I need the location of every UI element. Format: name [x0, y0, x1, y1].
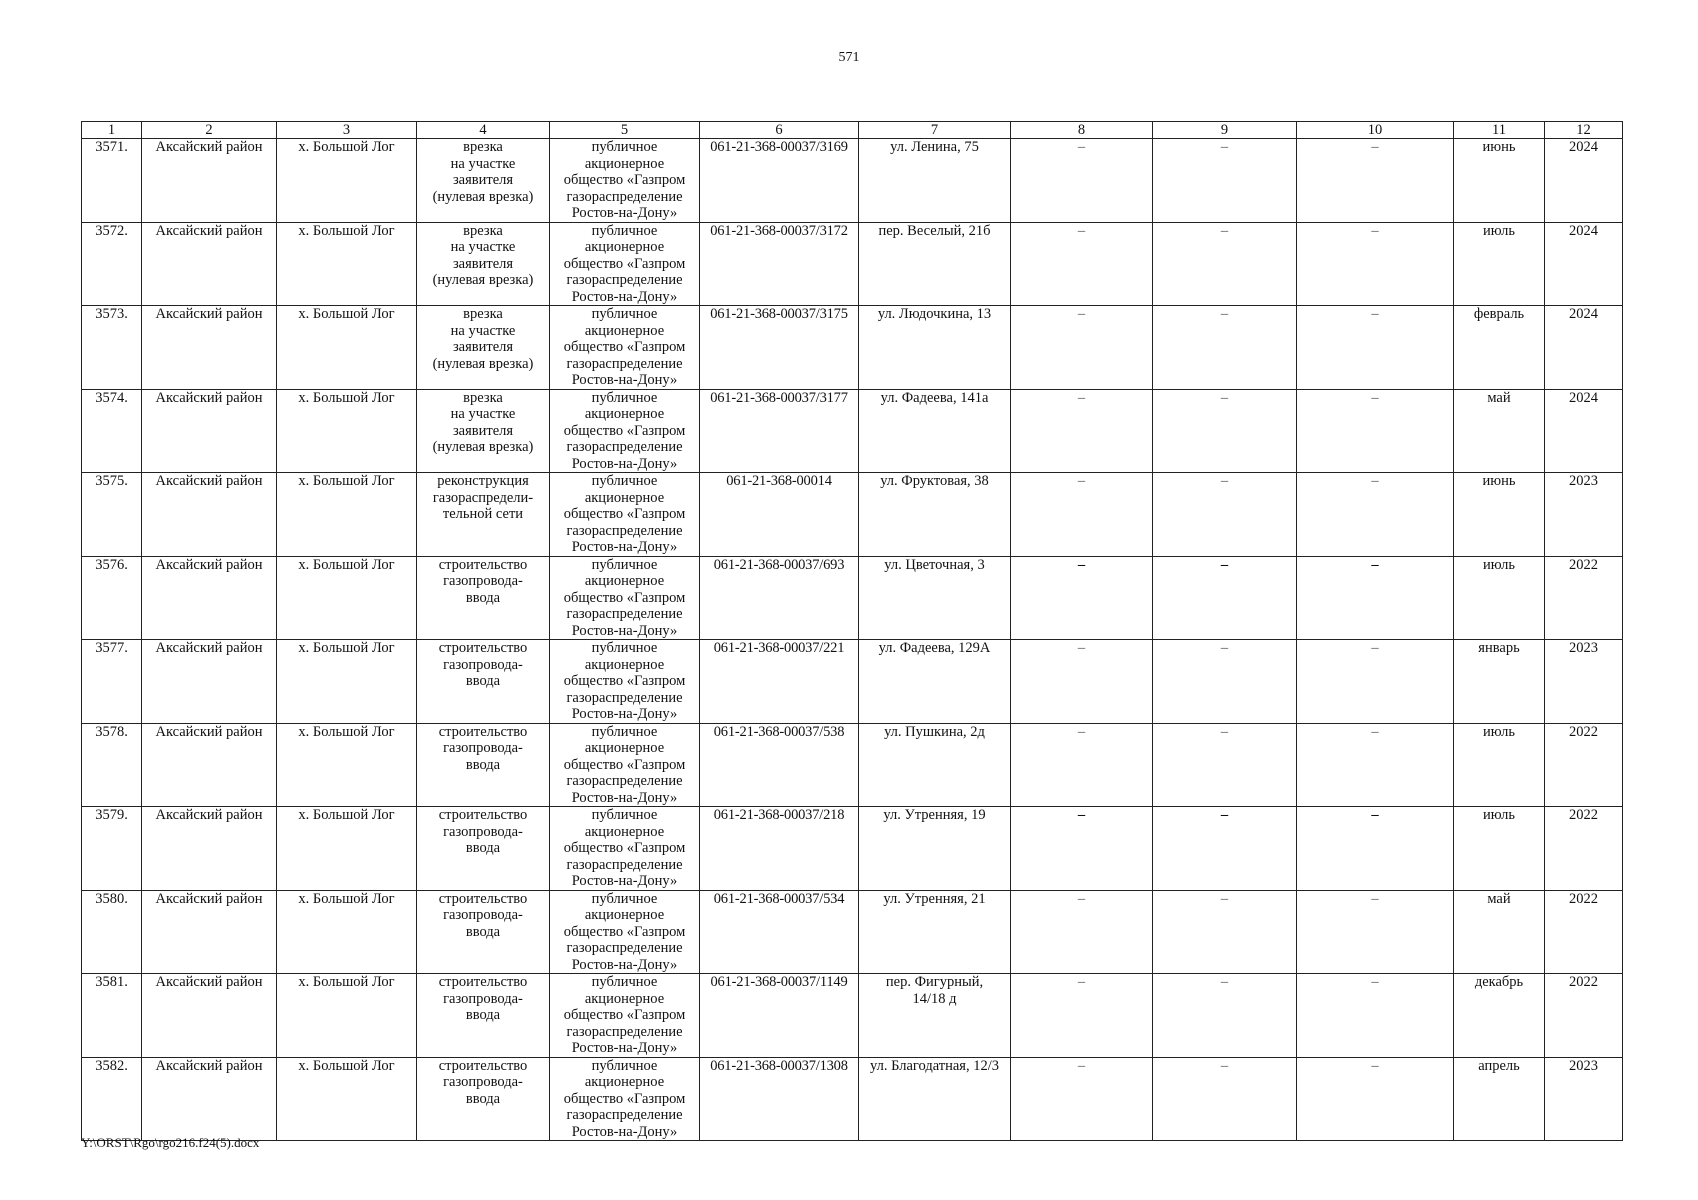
locality-cell: х. Большой Лог	[277, 556, 417, 640]
object-code-cell: 061-21-368-00037/1308	[700, 1057, 859, 1141]
locality-cell: х. Большой Лог	[277, 723, 417, 807]
column-8-cell: –	[1011, 890, 1153, 974]
month-cell: декабрь	[1454, 974, 1545, 1058]
locality-cell: х. Большой Лог	[277, 389, 417, 473]
address-cell: ул. Людочкина, 13	[859, 306, 1011, 390]
district-cell: Аксайский район	[142, 807, 277, 891]
column-9-cell: –	[1153, 1057, 1297, 1141]
row-number: 3577.	[82, 640, 142, 724]
district-cell: Аксайский район	[142, 723, 277, 807]
organization-cell: публичное акционерное общество «Газпром газораспределение Ростов-на-Дону»	[550, 807, 700, 891]
column-10-cell: –	[1297, 556, 1454, 640]
column-9-cell: –	[1153, 139, 1297, 223]
column-9-cell: –	[1153, 807, 1297, 891]
column-9-cell: –	[1153, 556, 1297, 640]
address-cell: ул. Цветочная, 3	[859, 556, 1011, 640]
column-header-11: 11	[1454, 122, 1545, 139]
year-cell: 2024	[1545, 306, 1623, 390]
column-8-cell: –	[1011, 807, 1153, 891]
table-row	[82, 723, 1623, 807]
row-number: 3575.	[82, 473, 142, 557]
column-header-9: 9	[1153, 122, 1297, 139]
organization-cell: публичное акционерное общество «Газпром газораспределение Ростов-на-Дону»	[550, 139, 700, 223]
row-number: 3574.	[82, 389, 142, 473]
work-type-cell: строительство газопровода- ввода	[417, 974, 550, 1058]
object-code-cell: 061-21-368-00037/3177	[700, 389, 859, 473]
organization-cell: публичное акционерное общество «Газпром газораспределение Ростов-на-Дону»	[550, 974, 700, 1058]
district-cell: Аксайский район	[142, 974, 277, 1058]
row-number: 3573.	[82, 306, 142, 390]
district-cell: Аксайский район	[142, 890, 277, 974]
column-10-cell: –	[1297, 222, 1454, 306]
address-cell: ул. Пушкина, 2д	[859, 723, 1011, 807]
table-row	[82, 890, 1623, 974]
locality-cell: х. Большой Лог	[277, 1057, 417, 1141]
column-10-cell: –	[1297, 473, 1454, 557]
column-9-cell: –	[1153, 640, 1297, 724]
column-8-cell: –	[1011, 139, 1153, 223]
table-row	[82, 306, 1623, 390]
work-type-cell: врезка на участке заявителя (нулевая врезка)	[417, 222, 550, 306]
registry-table	[81, 121, 1623, 1141]
address-cell: пер. Фигурный, 14/18 д	[859, 974, 1011, 1058]
year-cell: 2024	[1545, 389, 1623, 473]
object-code-cell: 061-21-368-00037/1149	[700, 974, 859, 1058]
table-row	[82, 807, 1623, 891]
work-type-cell: строительство газопровода- ввода	[417, 807, 550, 891]
column-8-cell: –	[1011, 556, 1153, 640]
district-cell: Аксайский район	[142, 556, 277, 640]
locality-cell: х. Большой Лог	[277, 974, 417, 1058]
organization-cell: публичное акционерное общество «Газпром газораспределение Ростов-на-Дону»	[550, 723, 700, 807]
column-header-8: 8	[1011, 122, 1153, 139]
column-header-2: 2	[142, 122, 277, 139]
address-cell: ул. Утренняя, 21	[859, 890, 1011, 974]
table-row	[82, 640, 1623, 724]
table-row	[82, 389, 1623, 473]
address-cell: ул. Фруктовая, 38	[859, 473, 1011, 557]
locality-cell: х. Большой Лог	[277, 222, 417, 306]
column-8-cell: –	[1011, 974, 1153, 1058]
work-type-cell: строительство газопровода- ввода	[417, 640, 550, 724]
district-cell: Аксайский район	[142, 139, 277, 223]
column-10-cell: –	[1297, 890, 1454, 974]
object-code-cell: 061-21-368-00037/693	[700, 556, 859, 640]
address-cell: ул. Утренняя, 19	[859, 807, 1011, 891]
district-cell: Аксайский район	[142, 222, 277, 306]
month-cell: июль	[1454, 807, 1545, 891]
column-header-6: 6	[700, 122, 859, 139]
column-header-3: 3	[277, 122, 417, 139]
month-cell: май	[1454, 890, 1545, 974]
column-9-cell: –	[1153, 974, 1297, 1058]
month-cell: июль	[1454, 723, 1545, 807]
locality-cell: х. Большой Лог	[277, 473, 417, 557]
month-cell: май	[1454, 389, 1545, 473]
row-number: 3571.	[82, 139, 142, 223]
object-code-cell: 061-21-368-00037/3175	[700, 306, 859, 390]
work-type-cell: строительство газопровода- ввода	[417, 723, 550, 807]
locality-cell: х. Большой Лог	[277, 640, 417, 724]
object-code-cell: 061-21-368-00037/218	[700, 807, 859, 891]
table-row	[82, 473, 1623, 557]
district-cell: Аксайский район	[142, 306, 277, 390]
district-cell: Аксайский район	[142, 640, 277, 724]
year-cell: 2024	[1545, 139, 1623, 223]
column-10-cell: –	[1297, 807, 1454, 891]
row-number: 3582.	[82, 1057, 142, 1141]
district-cell: Аксайский район	[142, 389, 277, 473]
object-code-cell: 061-21-368-00037/3172	[700, 222, 859, 306]
address-cell: ул. Благодатная, 12/3	[859, 1057, 1011, 1141]
column-9-cell: –	[1153, 222, 1297, 306]
column-8-cell: –	[1011, 640, 1153, 724]
footer-file-path: Y:\ORST\Rgo\rgo216.f24(5).docx	[81, 1135, 260, 1150]
column-8-cell: –	[1011, 222, 1153, 306]
locality-cell: х. Большой Лог	[277, 807, 417, 891]
table-row	[82, 222, 1623, 306]
column-9-cell: –	[1153, 473, 1297, 557]
table-row	[82, 974, 1623, 1058]
organization-cell: публичное акционерное общество «Газпром газораспределение Ростов-на-Дону»	[550, 556, 700, 640]
year-cell: 2023	[1545, 473, 1623, 557]
work-type-cell: строительство газопровода- ввода	[417, 556, 550, 640]
column-10-cell: –	[1297, 139, 1454, 223]
column-10-cell: –	[1297, 389, 1454, 473]
year-cell: 2023	[1545, 640, 1623, 724]
district-cell: Аксайский район	[142, 473, 277, 557]
district-cell: Аксайский район	[142, 1057, 277, 1141]
row-number: 3578.	[82, 723, 142, 807]
object-code-cell: 061-21-368-00014	[700, 473, 859, 557]
column-8-cell: –	[1011, 306, 1153, 390]
table-row	[82, 139, 1623, 223]
year-cell: 2023	[1545, 1057, 1623, 1141]
month-cell: апрель	[1454, 1057, 1545, 1141]
column-9-cell: –	[1153, 723, 1297, 807]
month-cell: январь	[1454, 640, 1545, 724]
work-type-cell: строительство газопровода- ввода	[417, 1057, 550, 1141]
column-header-1: 1	[82, 122, 142, 139]
locality-cell: х. Большой Лог	[277, 890, 417, 974]
column-9-cell: –	[1153, 389, 1297, 473]
organization-cell: публичное акционерное общество «Газпром газораспределение Ростов-на-Дону»	[550, 890, 700, 974]
table-row	[82, 556, 1623, 640]
month-cell: февраль	[1454, 306, 1545, 390]
work-type-cell: реконструкция газораспредели- тельной сети	[417, 473, 550, 557]
column-8-cell: –	[1011, 389, 1153, 473]
organization-cell: публичное акционерное общество «Газпром газораспределение Ростов-на-Дону»	[550, 640, 700, 724]
page-number: 571	[838, 50, 860, 65]
year-cell: 2022	[1545, 807, 1623, 891]
column-9-cell: –	[1153, 890, 1297, 974]
work-type-cell: врезка на участке заявителя (нулевая врезка)	[417, 389, 550, 473]
table-body	[82, 139, 1623, 1141]
month-cell: июль	[1454, 222, 1545, 306]
column-header-7: 7	[859, 122, 1011, 139]
work-type-cell: строительство газопровода- ввода	[417, 890, 550, 974]
column-header-4: 4	[417, 122, 550, 139]
month-cell: июль	[1454, 556, 1545, 640]
month-cell: июнь	[1454, 473, 1545, 557]
year-cell: 2022	[1545, 723, 1623, 807]
organization-cell: публичное акционерное общество «Газпром газораспределение Ростов-на-Дону»	[550, 389, 700, 473]
row-number: 3579.	[82, 807, 142, 891]
table-row	[82, 1057, 1623, 1141]
column-10-cell: –	[1297, 974, 1454, 1058]
object-code-cell: 061-21-368-00037/3169	[700, 139, 859, 223]
row-number: 3580.	[82, 890, 142, 974]
column-10-cell: –	[1297, 723, 1454, 807]
work-type-cell: врезка на участке заявителя (нулевая врезка)	[417, 306, 550, 390]
column-10-cell: –	[1297, 306, 1454, 390]
column-8-cell: –	[1011, 473, 1153, 557]
column-8-cell: –	[1011, 1057, 1153, 1141]
column-10-cell: –	[1297, 640, 1454, 724]
year-cell: 2022	[1545, 556, 1623, 640]
month-cell: июнь	[1454, 139, 1545, 223]
object-code-cell: 061-21-368-00037/221	[700, 640, 859, 724]
column-header-12: 12	[1545, 122, 1623, 139]
address-cell: пер. Веселый, 21б	[859, 222, 1011, 306]
object-code-cell: 061-21-368-00037/538	[700, 723, 859, 807]
locality-cell: х. Большой Лог	[277, 306, 417, 390]
address-cell: ул. Фадеева, 141а	[859, 389, 1011, 473]
organization-cell: публичное акционерное общество «Газпром газораспределение Ростов-на-Дону»	[550, 222, 700, 306]
year-cell: 2024	[1545, 222, 1623, 306]
column-10-cell: –	[1297, 1057, 1454, 1141]
year-cell: 2022	[1545, 890, 1623, 974]
object-code-cell: 061-21-368-00037/534	[700, 890, 859, 974]
organization-cell: публичное акционерное общество «Газпром газораспределение Ростов-на-Дону»	[550, 306, 700, 390]
table-header-row	[82, 122, 1623, 139]
row-number: 3581.	[82, 974, 142, 1058]
organization-cell: публичное акционерное общество «Газпром газораспределение Ростов-на-Дону»	[550, 473, 700, 557]
row-number: 3576.	[82, 556, 142, 640]
work-type-cell: врезка на участке заявителя (нулевая врезка)	[417, 139, 550, 223]
column-8-cell: –	[1011, 723, 1153, 807]
address-cell: ул. Фадеева, 129А	[859, 640, 1011, 724]
column-9-cell: –	[1153, 306, 1297, 390]
column-header-5: 5	[550, 122, 700, 139]
address-cell: ул. Ленина, 75	[859, 139, 1011, 223]
year-cell: 2022	[1545, 974, 1623, 1058]
column-header-10: 10	[1297, 122, 1454, 139]
locality-cell: х. Большой Лог	[277, 139, 417, 223]
organization-cell: публичное акционерное общество «Газпром газораспределение Ростов-на-Дону»	[550, 1057, 700, 1141]
row-number: 3572.	[82, 222, 142, 306]
